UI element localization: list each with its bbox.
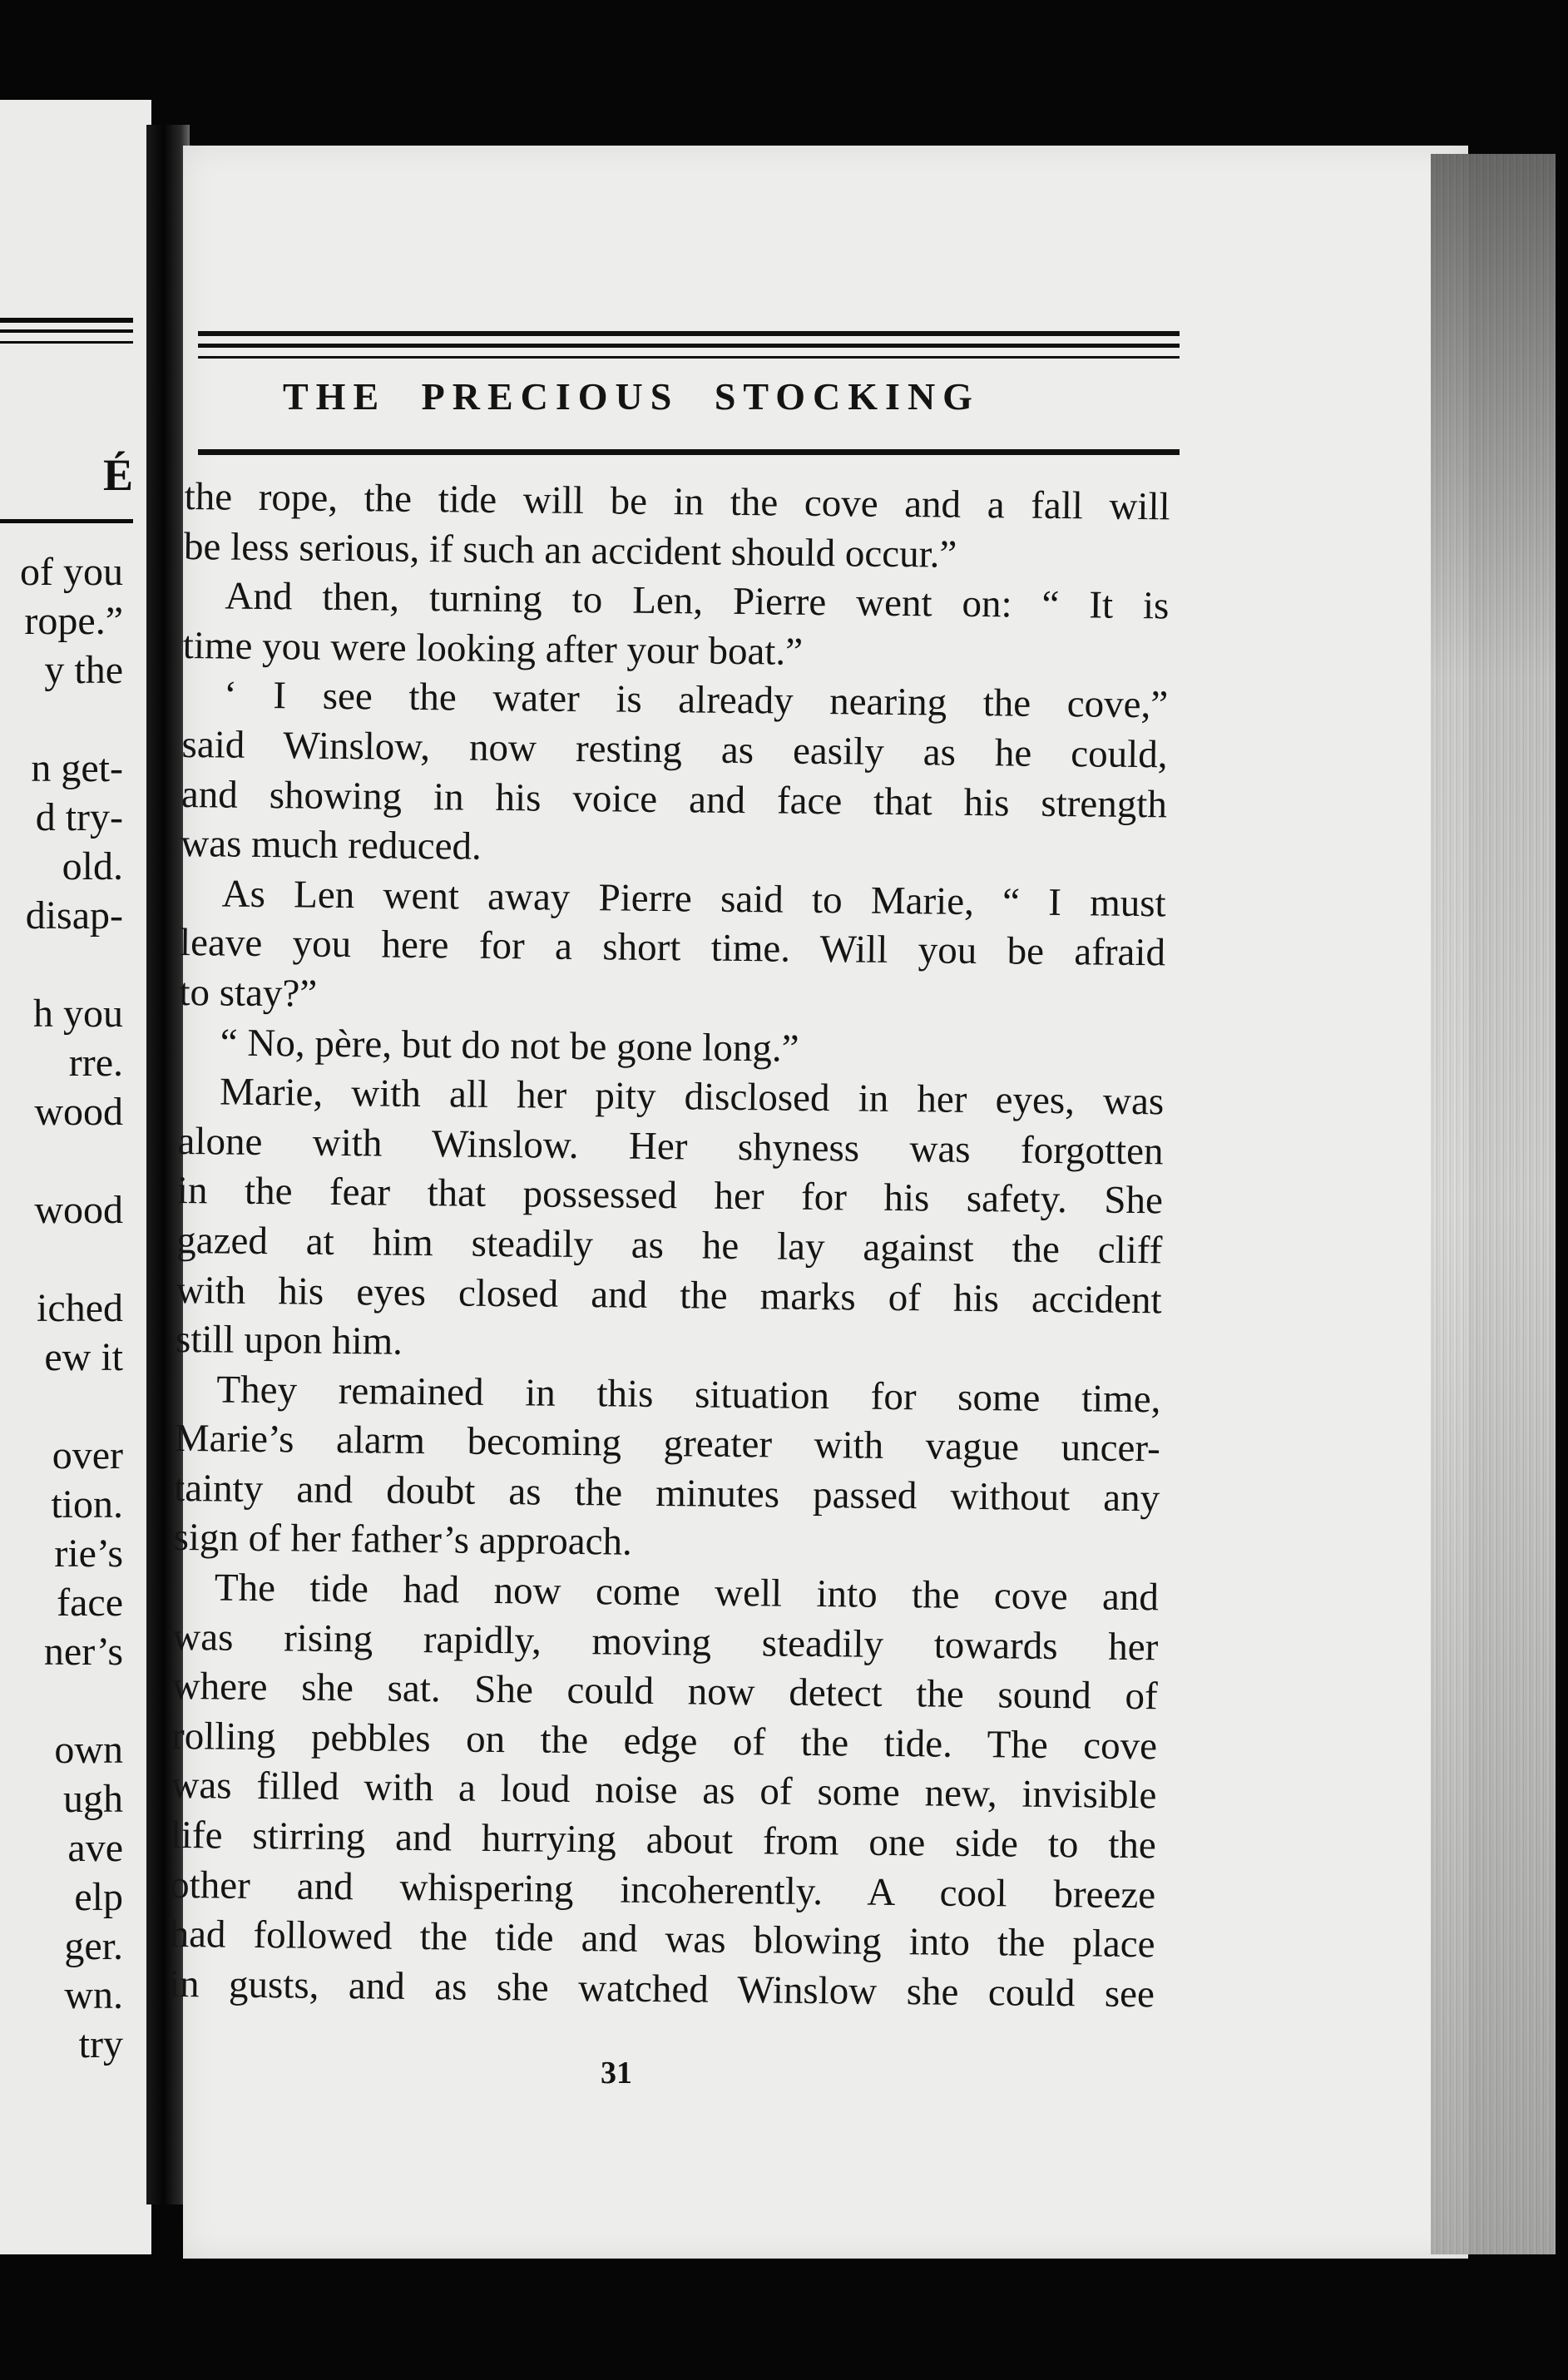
top-thin-rule — [198, 356, 1180, 359]
text-line: still upon him. — [175, 1318, 403, 1363]
previous-page-line-fragment: h you — [33, 992, 123, 1036]
text-line: As Len went away Pierre said to Marie, “ I must — [221, 872, 1166, 926]
previous-page-line-fragment: disap- — [25, 893, 123, 938]
text-line: was filled with a loud noise as of some new, invisible — [171, 1764, 1157, 1818]
previous-page-fragment — [0, 100, 151, 2254]
previous-page-line-fragment: y the — [44, 648, 123, 692]
text-line: had followed the tide and was blowing into the place — [169, 1912, 1155, 1967]
previous-page-line-fragment: ner’s — [43, 1630, 123, 1674]
previous-page-line-fragment: wood — [34, 1188, 123, 1232]
text-line: where she sat. She could now detect the sound of — [171, 1665, 1158, 1719]
previous-page-line-fragment — [20, 1676, 123, 1725]
top-double-rule — [198, 344, 1180, 348]
text-line: “ No, père, but do not be gone long.” — [220, 1021, 799, 1071]
text-line: to stay?” — [179, 970, 318, 1016]
text-line: other and whispering incoherently. A cool breeze — [169, 1863, 1156, 1917]
previous-page-line-fragment: d try- — [35, 795, 123, 839]
previous-page-line-fragment: rie’s — [54, 1531, 123, 1576]
text-line: with his eyes closed and the marks of his accident — [176, 1268, 1162, 1322]
text-line: Marie’s alarm becoming greater with vague uncer- — [174, 1417, 1161, 1471]
previous-page-line-fragment: ew it — [44, 1335, 123, 1379]
text-line: in the fear that possessed her for his safety. She — [176, 1169, 1164, 1223]
text-line: be less serious, if such an accident should occur.” — [183, 524, 957, 576]
previous-page-line-fragment: rre. — [68, 1041, 123, 1085]
previous-page-line-fragment: rope.” — [24, 599, 123, 643]
previous-page-line-fragment — [20, 1235, 123, 1284]
previous-page-rule — [0, 341, 133, 344]
previous-page-line-fragment: wn. — [64, 1973, 123, 2017]
previous-page-line-fragment — [20, 1136, 123, 1185]
text-line: was rising rapidly, moving steadily towards her — [172, 1615, 1159, 1669]
previous-page-line-fragment: wood — [34, 1090, 123, 1134]
text-line: rolling pebbles on the edge of the tide. The cove — [171, 1714, 1158, 1769]
previous-page-line-fragment: old. — [62, 844, 123, 888]
text-line: leave you here for a short time. Will you be afraid — [179, 921, 1166, 975]
page-edges-shadow — [1431, 154, 1556, 2254]
text-line: and showing in his voice and face that his strength — [181, 772, 1168, 826]
text-line: alone with Winslow. Her shyness was forgotten — [177, 1119, 1164, 1174]
previous-page-line-fragment: ugh — [63, 1777, 123, 1821]
previous-page-line-fragment: iched — [37, 1286, 123, 1330]
page-number: 31 — [601, 2056, 632, 2091]
text-line: Marie, with all her pity disclosed in her eyes, was — [219, 1070, 1165, 1124]
text-line: said Winslow, now resting as easily as he could, — [181, 722, 1168, 777]
previous-page-text-fragments — [20, 547, 123, 2069]
previous-page-rule — [0, 329, 133, 333]
text-line: time you were looking after your boat.” — [182, 623, 804, 674]
previous-page-line-fragment: own — [54, 1728, 123, 1772]
text-line: in gusts, and as she watched Winslow she could see — [168, 1962, 1155, 2016]
previous-page-line-fragment: try — [78, 2022, 123, 2066]
previous-page-line-fragment: over — [52, 1433, 123, 1477]
text-line: sign of her father’s approach. — [173, 1516, 633, 1565]
text-line: tainty and doubt as the minutes passed without any — [173, 1466, 1160, 1521]
previous-page-line-fragment: elp — [74, 1875, 123, 1919]
text-line: was much reduced. — [181, 822, 482, 868]
previous-page-rule — [0, 318, 133, 323]
previous-page-line-fragment: ave — [67, 1826, 123, 1870]
previous-page-line-fragment: ger. — [64, 1924, 123, 1968]
previous-page-header-rule — [0, 519, 133, 523]
previous-page-line-fragment: face — [57, 1581, 123, 1625]
text-line: life stirring and hurrying about from one side to the — [170, 1813, 1157, 1868]
previous-page-line-fragment: tion. — [51, 1482, 123, 1526]
text-line: They remained in this situation for some time, — [216, 1368, 1161, 1422]
previous-page-line-fragment — [20, 695, 123, 744]
text-line: The tide had now come well into the cove and — [214, 1566, 1160, 1620]
header-underline-rule — [198, 449, 1180, 455]
previous-page-line-fragment — [20, 1382, 123, 1431]
previous-page-header-fragment: É — [102, 450, 133, 500]
text-line: And then, turning to Len, Pierre went on: “ It is — [225, 574, 1170, 628]
previous-page-line-fragment — [20, 940, 123, 989]
body-text — [169, 473, 1170, 2020]
running-head: THE PRECIOUS STOCKING — [283, 375, 980, 418]
previous-page-line-fragment: n get- — [31, 746, 123, 790]
text-line: the rope, the tide will be in the cove and a fall will — [184, 474, 1170, 529]
text-line: ‘ I see the water is already nearing the cove,” — [223, 673, 1169, 727]
top-double-rule — [198, 331, 1180, 336]
text-line: gazed at him steadily as he lay against the cliff — [176, 1218, 1163, 1273]
previous-page-line-fragment: of you — [20, 550, 123, 594]
